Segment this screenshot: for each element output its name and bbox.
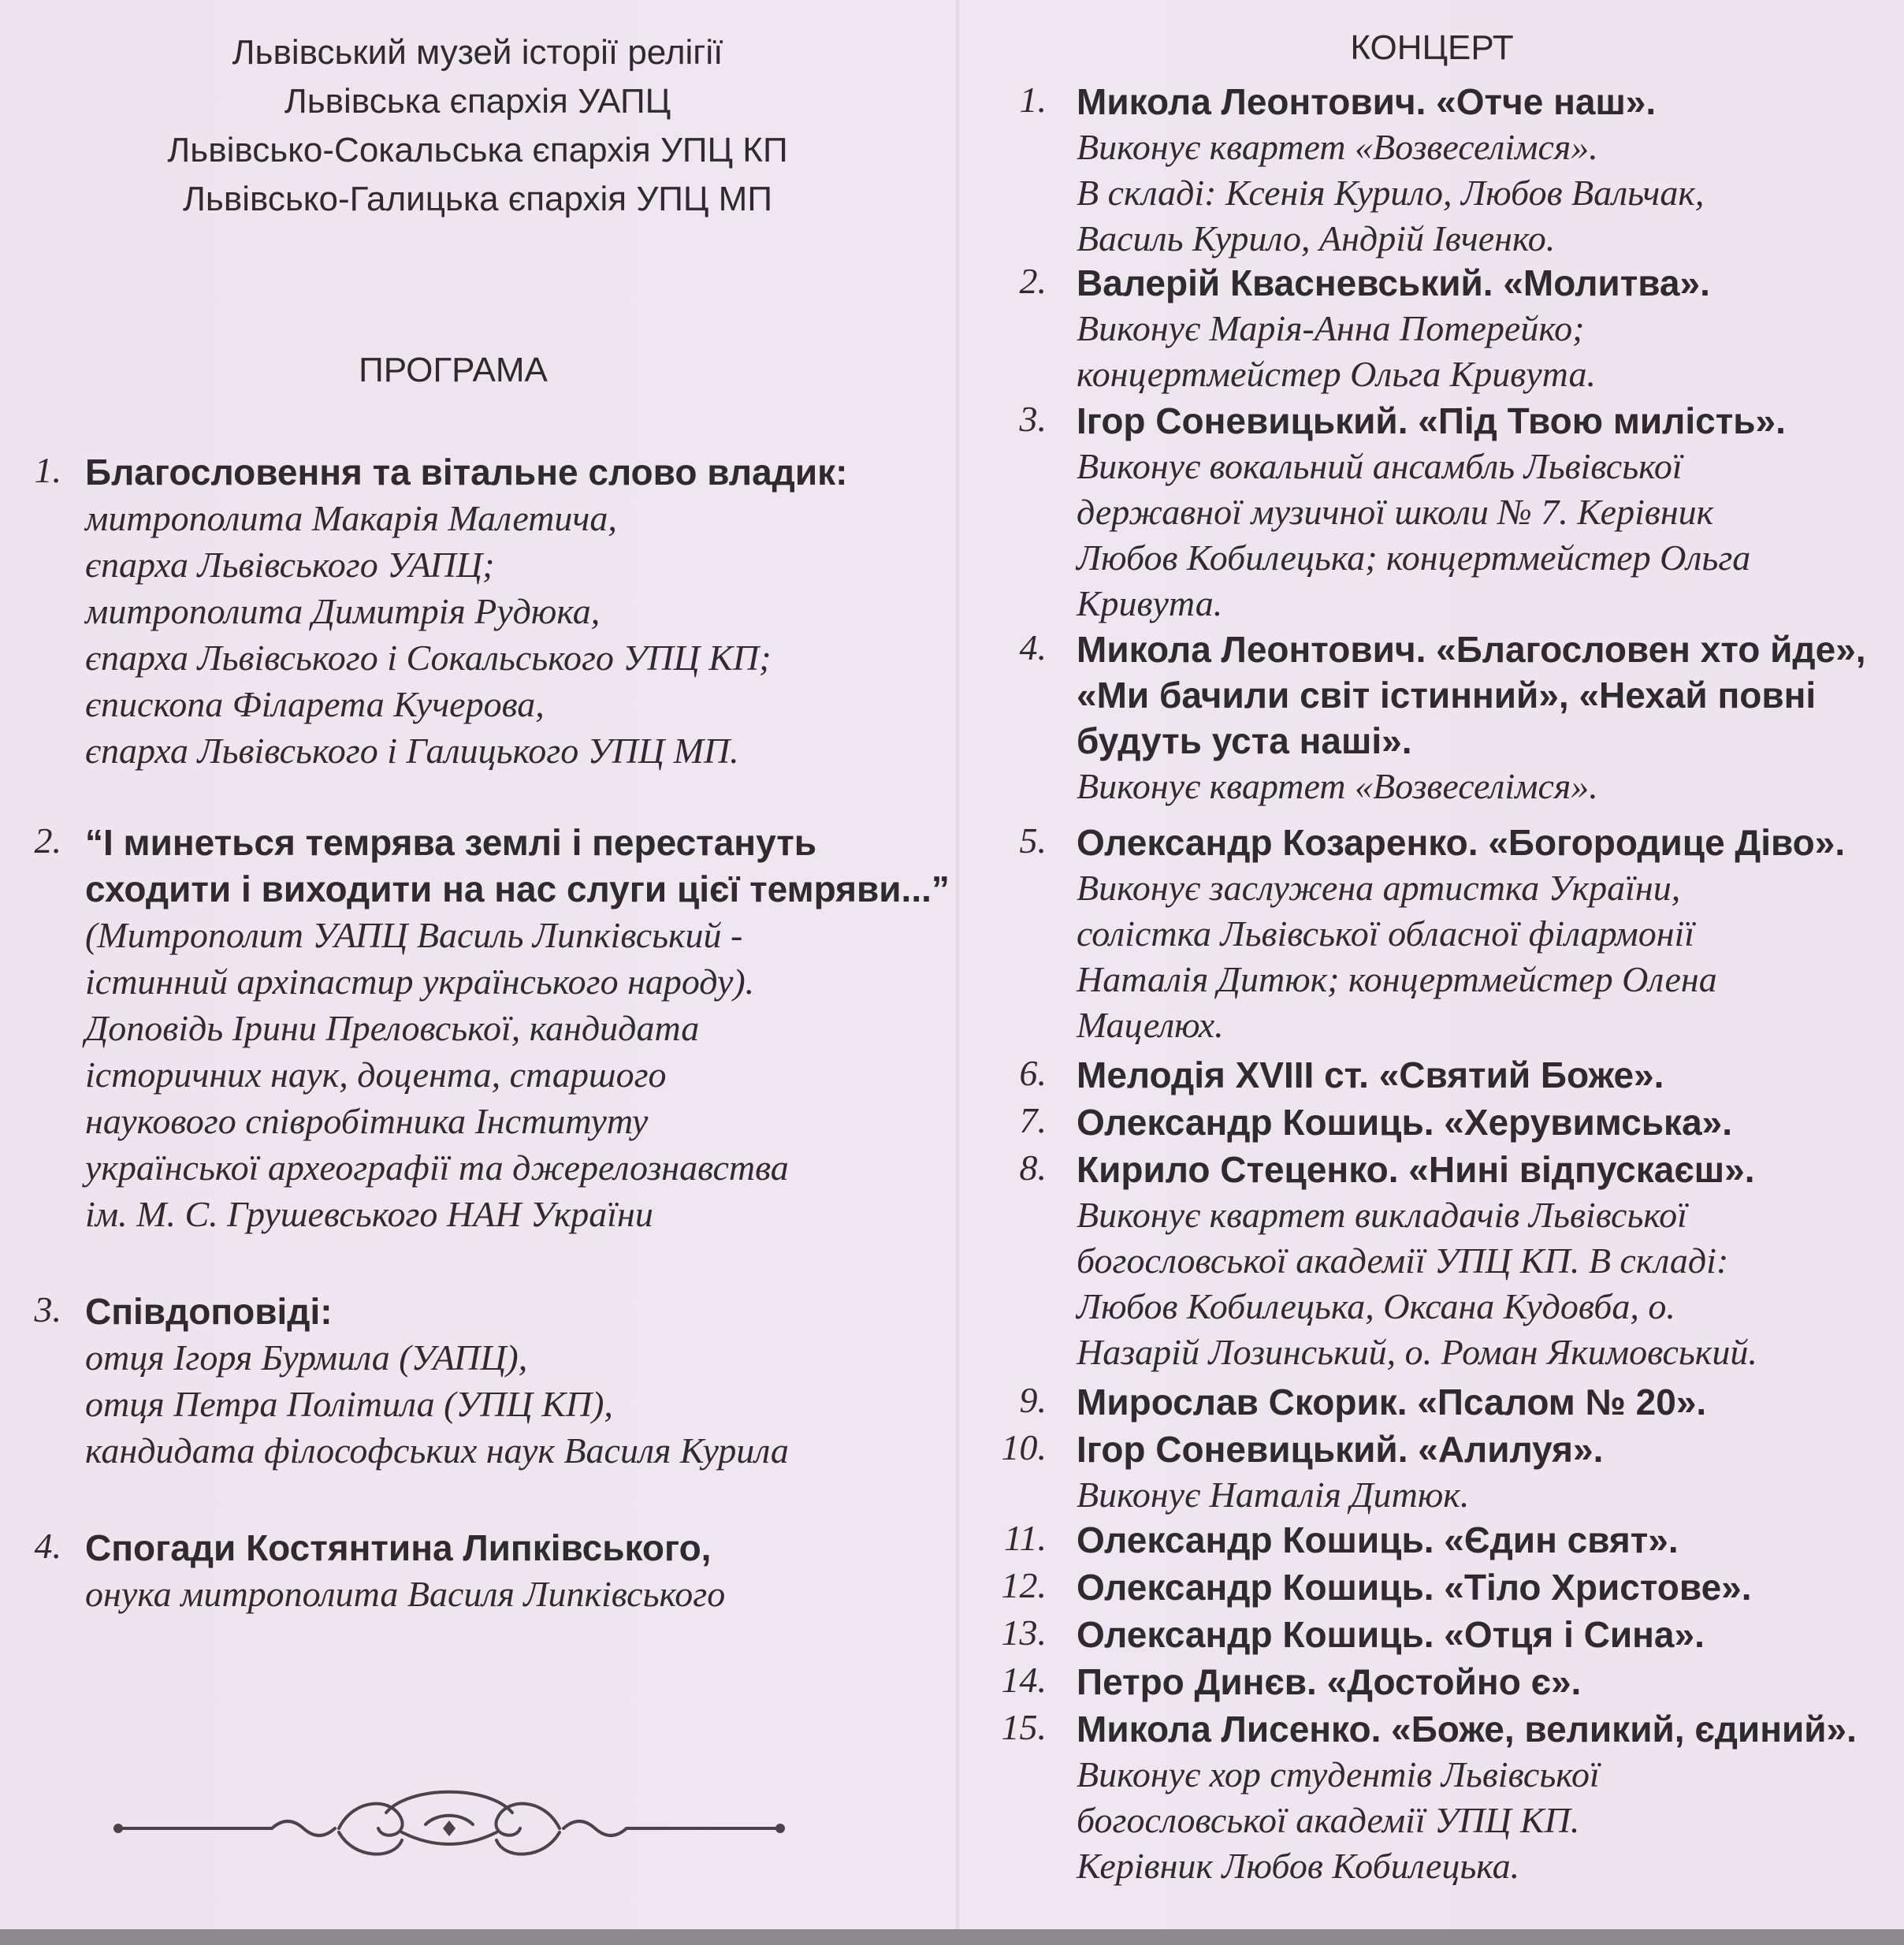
scan-bottom-edge	[0, 1929, 1904, 1945]
item-number: 7.	[1019, 1100, 1047, 1140]
organizer-line: Львівський музей історії релігії	[232, 33, 723, 72]
item-detail-line: митрополита Димитрія Рудюка,	[85, 591, 601, 631]
center-fold	[955, 0, 960, 1945]
item-number: 1.	[34, 450, 61, 490]
item-heading-line: Спогади Костянтина Липківського,	[85, 1527, 712, 1568]
item-detail-line: істинний архіпастир українського народу).	[85, 961, 755, 1002]
item-detail-line: Доповідь Ірини Преловської, кандидата	[85, 1008, 700, 1048]
item-heading-line: будуть уста наші».	[1077, 720, 1412, 761]
item-detail-line: Виконує квартет викладачів Львівської	[1077, 1195, 1687, 1235]
item-detail-line: онука митрополита Василя Липківського	[85, 1574, 726, 1614]
item-heading-line: Благословення та вітальне слово владик:	[85, 452, 848, 493]
item-heading-line: Олександр Кошиць. «Тіло Христове».	[1077, 1567, 1752, 1608]
item-detail-line: Василь Курило, Андрій Івченко.	[1077, 218, 1556, 258]
item-heading-line: Валерій Квасневський. «Молитва».	[1077, 262, 1710, 303]
item-detail-line: отця Ігоря Бурмила (УАПЦ),	[85, 1337, 528, 1378]
item-heading-line: сходити і виходити на нас слуги цієї темряви...”	[85, 868, 950, 909]
item-heading-line: Ігор Соневицький. «Під Твою милість».	[1077, 400, 1786, 441]
item-detail-line: Любов Кобилецька; концертмейстер Ольга	[1077, 537, 1751, 578]
item-detail-line: (Митрополит УАПЦ Василь Липківський -	[85, 915, 743, 955]
item-detail-line: Виконує заслужена артистка України,	[1077, 868, 1681, 908]
item-heading-line: Олександр Кошиць. «Херувимська».	[1077, 1102, 1733, 1143]
item-detail-line: Виконує квартет «Возвеселімся».	[1077, 766, 1598, 806]
item-detail-line: кандидата філософських наук Василя Курила	[85, 1430, 789, 1471]
item-number: 11.	[1003, 1518, 1047, 1558]
item-heading-line: Олександр Козаренко. «Богородице Діво».	[1077, 822, 1846, 863]
item-detail-line: єпарха Львівського і Сокальського УПЦ КП;	[85, 638, 772, 678]
item-detail-line: Виконує вокальний ансамбль Львівської	[1077, 446, 1683, 486]
item-number: 8.	[1019, 1147, 1047, 1188]
program-title: ПРОГРАМА	[359, 351, 548, 389]
item-detail-line: Керівник Любов Кобилецька.	[1077, 1846, 1520, 1886]
item-detail-line: єпарха Львівського і Галицького УПЦ МП.	[85, 731, 739, 771]
item-detail-line: богословської академії УПЦ КП.	[1077, 1800, 1580, 1840]
flourish-divider-icon	[102, 1789, 796, 1868]
item-number: 2.	[1019, 261, 1047, 301]
item-detail-line: Назарій Лозинський, о. Роман Якимовський.	[1077, 1332, 1757, 1372]
item-detail-line: ім. М. С. Грушевського НАН України	[85, 1194, 653, 1234]
item-detail-line: єпископа Філарета Кучерова,	[85, 684, 545, 724]
concert-title: КОНЦЕРТ	[1350, 28, 1514, 67]
item-number: 4.	[34, 1526, 61, 1566]
item-number: 6.	[1019, 1053, 1047, 1093]
organizer-line: Львівсько-Галицька єпархія УПЦ МП	[183, 180, 772, 218]
item-number: 3.	[1019, 399, 1047, 439]
item-heading-line: Петро Динєв. «Достойно є».	[1077, 1661, 1582, 1702]
item-detail-line: Наталія Дитюк; концертмейстер Олена	[1077, 959, 1717, 999]
item-heading-line: Микола Леонтович. «Благословен хто йде»,	[1077, 629, 1866, 670]
organizer-line: Львівсько-Сокальська єпархія УПЦ КП	[167, 131, 788, 169]
item-heading-line: «Ми бачили світ істинний», «Нехай повні	[1077, 675, 1817, 716]
item-detail-line: Мацелюх.	[1077, 1005, 1224, 1045]
item-number: 9.	[1019, 1380, 1047, 1420]
item-heading-line: Мирослав Скорик. «Псалом № 20».	[1077, 1382, 1707, 1422]
item-number: 2.	[34, 820, 61, 861]
item-detail-line: отця Петра Політила (УПЦ КП),	[85, 1384, 613, 1424]
item-heading-line: Олександр Кошиць. «Отця і Сина».	[1077, 1614, 1705, 1655]
item-detail-line: єпарха Львівського УАПЦ;	[85, 545, 495, 585]
item-heading-line: Мелодія XVIII ст. «Святий Боже».	[1077, 1054, 1664, 1095]
item-detail-line: В складі: Ксенія Курило, Любов Вальчак,	[1077, 173, 1705, 213]
item-detail-line: богословської академії УПЦ КП. В складі:	[1077, 1240, 1729, 1281]
item-detail-line: митрополита Макарія Малетича,	[85, 498, 617, 538]
item-detail-line: історичних наук, доцента, старшого	[85, 1054, 667, 1095]
organizer-line: Львівська єпархія УАПЦ	[284, 82, 671, 121]
item-number: 3.	[34, 1289, 61, 1330]
item-number: 14.	[1001, 1660, 1047, 1700]
item-detail-line: Виконує хор студентів Львівської	[1077, 1754, 1600, 1794]
item-heading-line: “І минеться темрява землі і перестануть	[85, 822, 817, 863]
item-detail-line: Виконує Наталія Дитюк.	[1077, 1475, 1470, 1515]
item-heading-line: Микола Леонтович. «Отче наш».	[1077, 81, 1657, 122]
item-heading-line: Микола Лисенко. «Боже, великий, єдиний».	[1077, 1709, 1857, 1750]
item-detail-line: солістка Львівської обласної філармонії	[1077, 913, 1695, 954]
item-heading-line: Ігор Соневицький. «Алилуя».	[1077, 1429, 1604, 1470]
item-detail-line: Виконує Марія-Анна Потерейко;	[1077, 308, 1585, 348]
item-number: 10.	[1001, 1427, 1047, 1467]
item-heading-line: Кирило Стеценко. «Нині відпускаєш».	[1077, 1149, 1755, 1190]
item-number: 5.	[1019, 820, 1047, 861]
item-heading-line: Олександр Кошиць. «Єдин свят».	[1077, 1519, 1679, 1560]
organizers-header	[0, 28, 955, 224]
item-number: 15.	[1001, 1707, 1047, 1747]
item-detail-line: концертмейстер Ольга Кривута.	[1077, 354, 1596, 394]
item-number: 13.	[1001, 1612, 1047, 1653]
item-detail-line: Кривута.	[1077, 583, 1223, 623]
item-detail-line: української археографії та джерелознавства	[85, 1147, 789, 1188]
item-number: 1.	[1019, 80, 1047, 120]
item-detail-line: Виконує квартет «Возвеселімся».	[1077, 127, 1598, 167]
item-detail-line: наукового співробітника Інституту	[85, 1101, 649, 1141]
item-detail-line: Любов Кобилецька, Оксана Кудовба, о.	[1077, 1286, 1675, 1326]
item-number: 12.	[1001, 1565, 1047, 1605]
item-detail-line: державної музичної школи № 7. Керівник	[1077, 492, 1714, 532]
item-heading-line: Співдоповіді:	[85, 1291, 333, 1332]
item-number: 4.	[1019, 627, 1047, 668]
